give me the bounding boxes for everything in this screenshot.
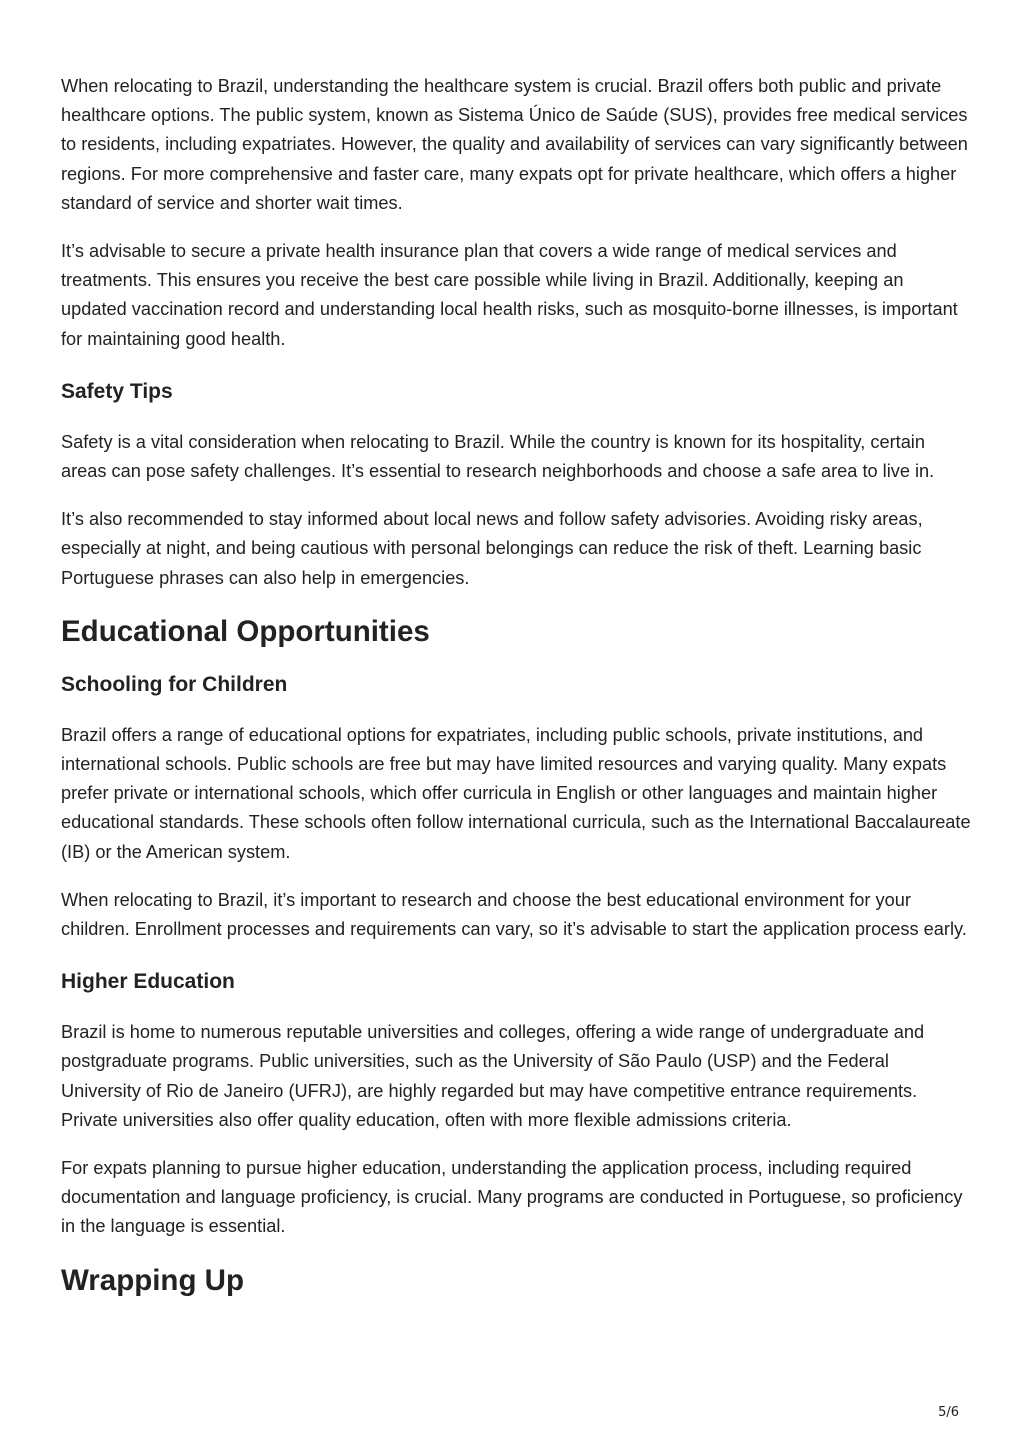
- safety-tips-heading: Safety Tips: [61, 379, 173, 403]
- higher-education-paragraph-2: For expats planning to pursue higher education, understanding the application process, including required documentation and language proficiency, is crucial. Many programs are conducted in Portuguese, so proficiency in the language is essential.: [61, 1158, 963, 1237]
- educational-opportunities-heading: Educational Opportunities: [61, 614, 430, 648]
- schooling-paragraph-2: When relocating to Brazil, it’s important to research and choose the best educational environment for your children. Enrollment processes and requirements can vary, so it’s advisable to start the application process early.: [61, 889, 967, 940]
- healthcare-paragraph-2: It’s advisable to secure a private health insurance plan that covers a wide range of medical services and treatments. This ensures you receive the best care possible while living in Brazil. Additionally, keeping an updated vaccination record and understanding local health risks, such as mosquito-borne illnesses, is important for maintaining good health.: [61, 241, 958, 349]
- wrapping-up-heading: Wrapping Up: [61, 1263, 244, 1297]
- safety-paragraph-1: Safety is a vital consideration when relocating to Brazil. While the country is known for its hospitality, certain areas can pose safety challenges. It’s essential to research neighborhoods and choose a safe area to live in.: [61, 431, 935, 482]
- higher-education-paragraph-1: Brazil is home to numerous reputable universities and colleges, offering a wide range of undergraduate and postgraduate programs. Public universities, such as the University of São Paulo (USP) and the Federal University of Rio de Janeiro (UFRJ), are highly regarded but may have competitive entrance requirements. Private universities also offer quality education, often with more flexible admissions criteria.: [61, 1022, 925, 1130]
- schooling-heading: Schooling for Children: [61, 672, 288, 696]
- schooling-paragraph-1: Brazil offers a range of educational options for expatriates, including public schools, private institutions, and international schools. Public schools are free but may have limited resources and varying quality. Many expats prefer private or international schools, which offer curricula in English or other languages and maintain higher educational standards. These schools often follow international curricula, such as the International Baccalaureate (IB) or the American system.: [61, 724, 971, 862]
- safety-paragraph-2: It’s also recommended to stay informed about local news and follow safety advisories. Avoiding risky areas, especially at night, and being cautious with personal belongings can reduce the risk of theft. Learning basic Portuguese phrases can also help in emergencies.: [61, 509, 923, 588]
- higher-education-heading: Higher Education: [61, 970, 235, 994]
- page-number: 5/6: [938, 1405, 959, 1420]
- healthcare-paragraph-1: When relocating to Brazil, understanding the healthcare system is crucial. Brazil offers both public and private healthcare options. The public system, known as Sistema Único de Saúde (SUS), provides free medical services to residents, including expatriates. However, the quality and availability of services can vary significantly between regions. For more comprehensive and faster care, many expats opt for private healthcare, which offers a higher standard of service and shorter wait times.: [61, 76, 968, 213]
- document-body: [61, 72, 971, 1319]
